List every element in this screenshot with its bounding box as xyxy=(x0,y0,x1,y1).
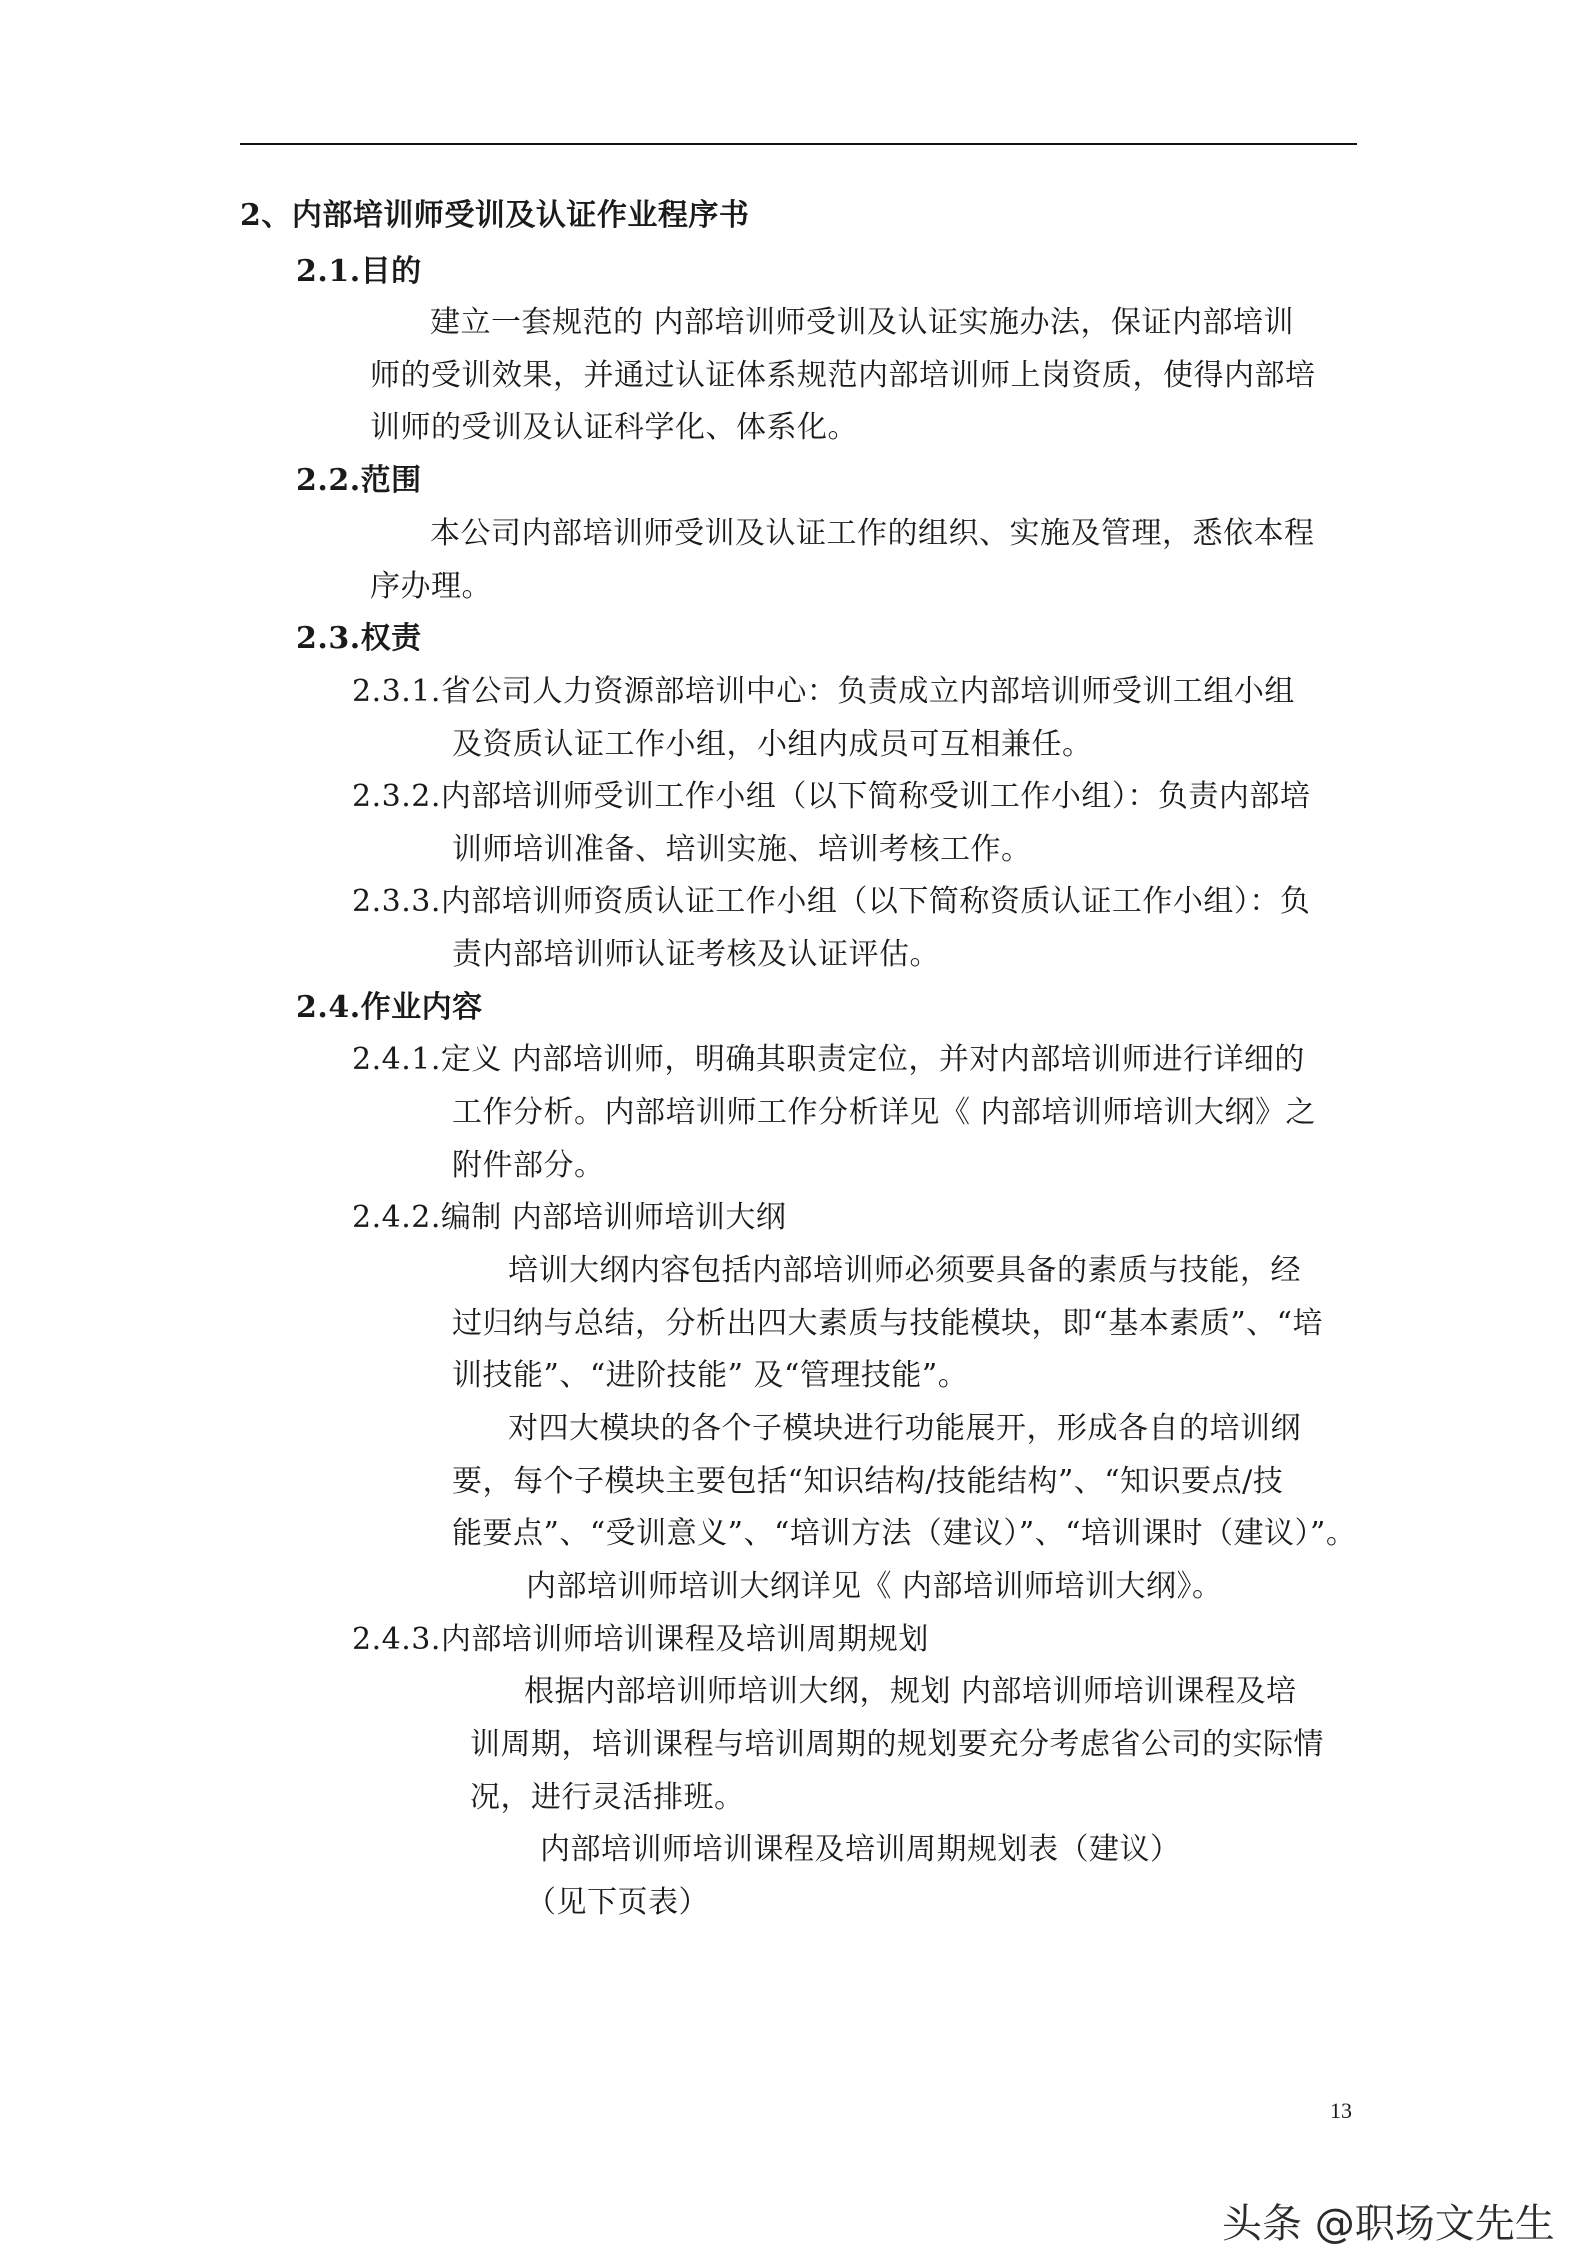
item-2-3-3: 2.3.3.内部培训师资质认证工作小组（以下简称资质认证工作小组）：负 xyxy=(352,884,1311,919)
paragraph-line: 本公司内部培训师受训及认证工作的组织、实施及管理，悉依本程 xyxy=(430,516,1315,551)
paragraph-line: 过归纳与总结，分析出四大素质与技能模块，即“基本素质”、“培 xyxy=(452,1306,1324,1341)
heading-2-1: 2.1.目的 xyxy=(296,254,422,289)
paragraph-line: 能要点”、“受训意义”、“培训方法（建议）”、“培训课时（建议）”。 xyxy=(452,1516,1357,1551)
paragraph-line: 训技能”、“进阶技能” 及“管理技能”。 xyxy=(452,1358,969,1393)
paragraph-line: 训师的受训及认证科学化、体系化。 xyxy=(370,410,858,445)
item-2-3-3-cont: 责内部培训师认证考核及认证评估。 xyxy=(452,937,940,972)
paragraph-line: 对四大模块的各个子模块进行功能展开，形成各自的培训纲 xyxy=(508,1411,1301,1446)
paragraph-line: 师的受训效果，并通过认证体系规范内部培训师上岗资质，使得内部培 xyxy=(370,358,1316,393)
item-2-4-3: 2.4.3.内部培训师培训课程及培训周期规划 xyxy=(352,1622,929,1657)
heading-2-2: 2.2.范围 xyxy=(296,463,422,498)
table-note: （见下页表） xyxy=(526,1885,709,1920)
item-2-4-1-cont: 附件部分。 xyxy=(452,1148,605,1183)
paragraph-line: 序办理。 xyxy=(370,569,492,604)
item-2-4-2: 2.4.2.编制 内部培训师培训大纲 xyxy=(352,1200,787,1235)
paragraph-line: 建立一套规范的 内部培训师受训及认证实施办法，保证内部培训 xyxy=(430,305,1295,340)
item-2-3-2: 2.3.2.内部培训师受训工作小组（以下简称受训工作小组）：负责内部培 xyxy=(352,779,1311,814)
heading-2-3: 2.3.权责 xyxy=(296,621,422,656)
paragraph-line: 根据内部培训师培训大纲，规划 内部培训师培训课程及培 xyxy=(524,1674,1297,1709)
page-number: 13 xyxy=(1330,2098,1352,2123)
paragraph-line: 内部培训师培训大纲详见《 内部培训师培训大纲》。 xyxy=(526,1569,1223,1604)
item-2-3-2-cont: 训师培训准备、培训实施、培训考核工作。 xyxy=(452,832,1032,867)
heading-2-4: 2.4.作业内容 xyxy=(296,990,483,1025)
header-rule xyxy=(240,143,1357,145)
paragraph-line: 培训大纲内容包括内部培训师必须要具备的素质与技能，经 xyxy=(508,1253,1301,1288)
watermark: 头条 @职场文先生 xyxy=(1222,2201,1555,2247)
section-title: 2、内部培训师受训及认证作业程序书 xyxy=(240,198,750,233)
paragraph-line: 训周期，培训课程与培训周期的规划要充分考虑省公司的实际情 xyxy=(470,1727,1324,1762)
table-title: 内部培训师培训课程及培训周期规划表（建议） xyxy=(540,1832,1181,1867)
item-2-4-1-cont: 工作分析。内部培训师工作分析详见《 内部培训师培训大纲》之 xyxy=(452,1095,1317,1130)
item-2-3-1-cont: 及资质认证工作小组，小组内成员可互相兼任。 xyxy=(452,727,1093,762)
item-2-4-1: 2.4.1.定义 内部培训师，明确其职责定位，并对内部培训师进行详细的 xyxy=(352,1042,1305,1077)
paragraph-line: 况，进行灵活排班。 xyxy=(470,1780,745,1815)
item-2-3-1: 2.3.1.省公司人力资源部培训中心：负责成立内部培训师受训工组小组 xyxy=(352,674,1295,709)
paragraph-line: 要，每个子模块主要包括“知识结构/技能结构”、“知识要点/技 xyxy=(452,1464,1284,1499)
